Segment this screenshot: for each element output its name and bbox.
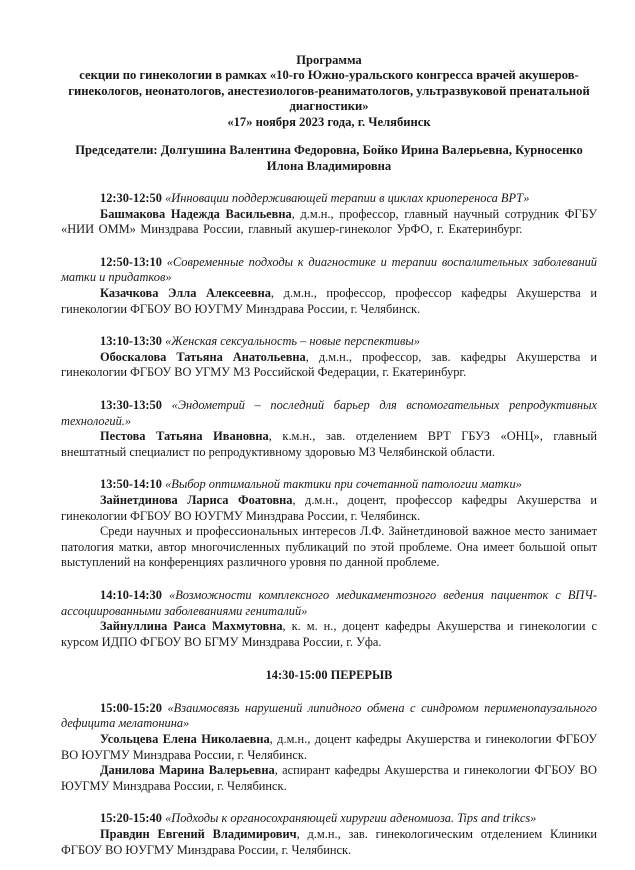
item-heading bbox=[61, 477, 597, 493]
speaker-name: Башмакова Надежда Васильевна bbox=[100, 206, 292, 221]
speaker-name: Усольцева Елена Николаевна bbox=[100, 732, 270, 747]
item-topic: «Взаимосвязь нарушений липидного обмена с синдромом перименопаузального дефицита мелатонина» bbox=[61, 700, 597, 731]
speaker bbox=[61, 493, 597, 524]
document-subtitle-line1: секции по гинекологии в рамках «10-го Южно-уральского конгресса врачей акушеров- bbox=[79, 68, 579, 83]
program-item bbox=[61, 255, 597, 317]
speaker-info: , к. м. н., доцент кафедры Акушерства и гинекологии с курсом ИДПО ФГБОУ ВО БГМУ Минздрава России, г. Уфа. bbox=[61, 619, 597, 649]
program-document bbox=[61, 53, 597, 858]
speaker-note: Среди научных и профессиональных интересов Л.Ф. Зайнетдиновой важное место занимает патология матки, автор многочисленных публикаций по этой проблеме. Она имеет большой опыт выступлений на конференциях различного уровня по данной проблеме. bbox=[61, 524, 597, 570]
program-item bbox=[61, 191, 597, 238]
item-time: 13:50-14:10 bbox=[100, 477, 162, 492]
speaker-name: Зайнетдинова Лариса Фоатовна bbox=[100, 492, 293, 507]
chairs-block bbox=[61, 142, 597, 174]
item-topic: «Инновации поддерживающей терапии в циклах криопереноса ВРТ» bbox=[165, 191, 530, 206]
speaker bbox=[61, 350, 597, 381]
speaker-name: Обоскалова Татьяна Анатольевна bbox=[100, 349, 306, 364]
item-topic: «Эндометрий – последний барьер для вспомогательных репродуктивных технологий.» bbox=[61, 397, 597, 428]
item-topic: «Возможности комплексного медикаментозного ведения пациенток с ВПЧ-ассоциированными заболеваниями гениталий» bbox=[61, 587, 597, 618]
speaker bbox=[61, 763, 597, 794]
item-time: 13:10-13:30 bbox=[100, 334, 162, 349]
speaker-info: , д.м.н., зав. гинекологическим отделением Клиники ФГБОУ ВО ЮУГМУ Минздрава России, г. Челябинск. bbox=[61, 827, 597, 857]
item-time: 15:20-15:40 bbox=[100, 811, 162, 826]
item-topic: «Женская сексуальность – новые перспективы» bbox=[165, 334, 420, 349]
item-heading bbox=[61, 701, 597, 732]
speaker-name: Правдин Евгений Владимирович bbox=[100, 827, 297, 842]
speaker-info: , д.м.н., профессор, главный научный сотрудник ФГБУ «НИИ ОММ» Минздрава России, главный акушер-гинеколог УрФО, г. Екатеринбург. bbox=[61, 206, 597, 237]
item-heading bbox=[61, 334, 597, 350]
document-subtitle-line3: диагностики» bbox=[289, 99, 369, 114]
speaker-name: Данилова Марина Валерьевна bbox=[100, 763, 275, 778]
speaker bbox=[61, 286, 597, 317]
speaker bbox=[61, 732, 597, 763]
program-item bbox=[61, 334, 597, 381]
item-time: 12:50-13:10 bbox=[100, 254, 162, 269]
speaker-name: Казачкова Элла Алексеевна bbox=[100, 286, 271, 300]
speaker-info: , аспирант кафедры Акушерства и гинекологии ФГБОУ ВО ЮУГМУ Минздрава России, г. Челябинск. bbox=[61, 763, 597, 793]
break-heading: 14:30-15:00 ПЕРЕРЫВ bbox=[265, 668, 393, 683]
speaker bbox=[61, 827, 597, 858]
document-subtitle-line2: гинекологов, неонатологов, анестезиологов-реаниматологов, ультразвуковой пренатальной bbox=[68, 83, 590, 98]
speaker-name: Пестова Татьяна Ивановна bbox=[100, 429, 269, 444]
speaker-info: , д.м.н., доцент кафедры Акушерства и гинекологии ФГБОУ ВО ЮУГМУ Минздрава России, г. Челябинск. bbox=[61, 732, 597, 762]
program-item bbox=[61, 811, 597, 858]
item-time: 15:00-15:20 bbox=[100, 700, 162, 715]
program-item bbox=[61, 477, 597, 571]
item-time: 13:30-13:50 bbox=[100, 397, 162, 412]
document-header bbox=[61, 53, 597, 130]
program-item bbox=[61, 398, 597, 460]
speaker-info: , д.м.н., доцент, профессор кафедры Акушерства и гинекологии ФГБОУ ВО ЮУГМУ Минздрава России, г. Челябинск. bbox=[61, 492, 597, 523]
item-heading bbox=[61, 191, 597, 207]
chairs-line1: Председатели: Долгушина Валентина Федоровна, Бойко Ирина Валерьевна, Курносенко bbox=[75, 143, 583, 158]
item-topic: «Выбор оптимальной тактики при сочетанной патологии матки» bbox=[165, 477, 522, 492]
program-item bbox=[61, 588, 597, 650]
chairs-line2: Илона Владимировна bbox=[266, 159, 392, 174]
item-time: 14:10-14:30 bbox=[100, 587, 162, 602]
item-topic: «Современные подходы к диагностике и терапии воспалительных заболеваний матки и придатков» bbox=[61, 254, 597, 285]
item-time: 12:30-12:50 bbox=[100, 191, 162, 206]
speaker-info: , д.м.н., профессор, зав. кафедры Акушерства и гинекологии ФГБОУ ВО УГМУ МЗ Российской Федерации, г. Екатеринбург. bbox=[61, 349, 598, 380]
item-heading bbox=[61, 255, 597, 286]
item-heading bbox=[61, 811, 597, 827]
item-heading bbox=[61, 398, 597, 429]
speaker bbox=[61, 619, 597, 650]
item-heading bbox=[61, 588, 597, 619]
speaker-info: , д.м.н., профессор, профессор кафедры Акушерства и гинекологии ФГБОУ ВО ЮУГМУ Минздрава России, г. Челябинск. bbox=[61, 286, 597, 316]
date-place: «17» ноября 2023 года, г. Челябинск bbox=[227, 114, 431, 129]
speaker bbox=[61, 207, 597, 238]
item-topic: «Подходы к органосохраняющей хирургии аденомиоза. Tips and trikcs» bbox=[165, 811, 537, 826]
speaker-info: , к.м.н., зав. отделением ВРТ ГБУЗ «ОНЦ», главный внештатный специалист по репродуктивному здоровью МЗ Челябинской области. bbox=[61, 429, 597, 459]
program-item bbox=[61, 701, 597, 795]
speaker-name: Зайнуллина Раиса Махмутовна bbox=[100, 619, 283, 634]
document-title: Программа bbox=[296, 53, 362, 67]
speaker bbox=[61, 429, 597, 460]
